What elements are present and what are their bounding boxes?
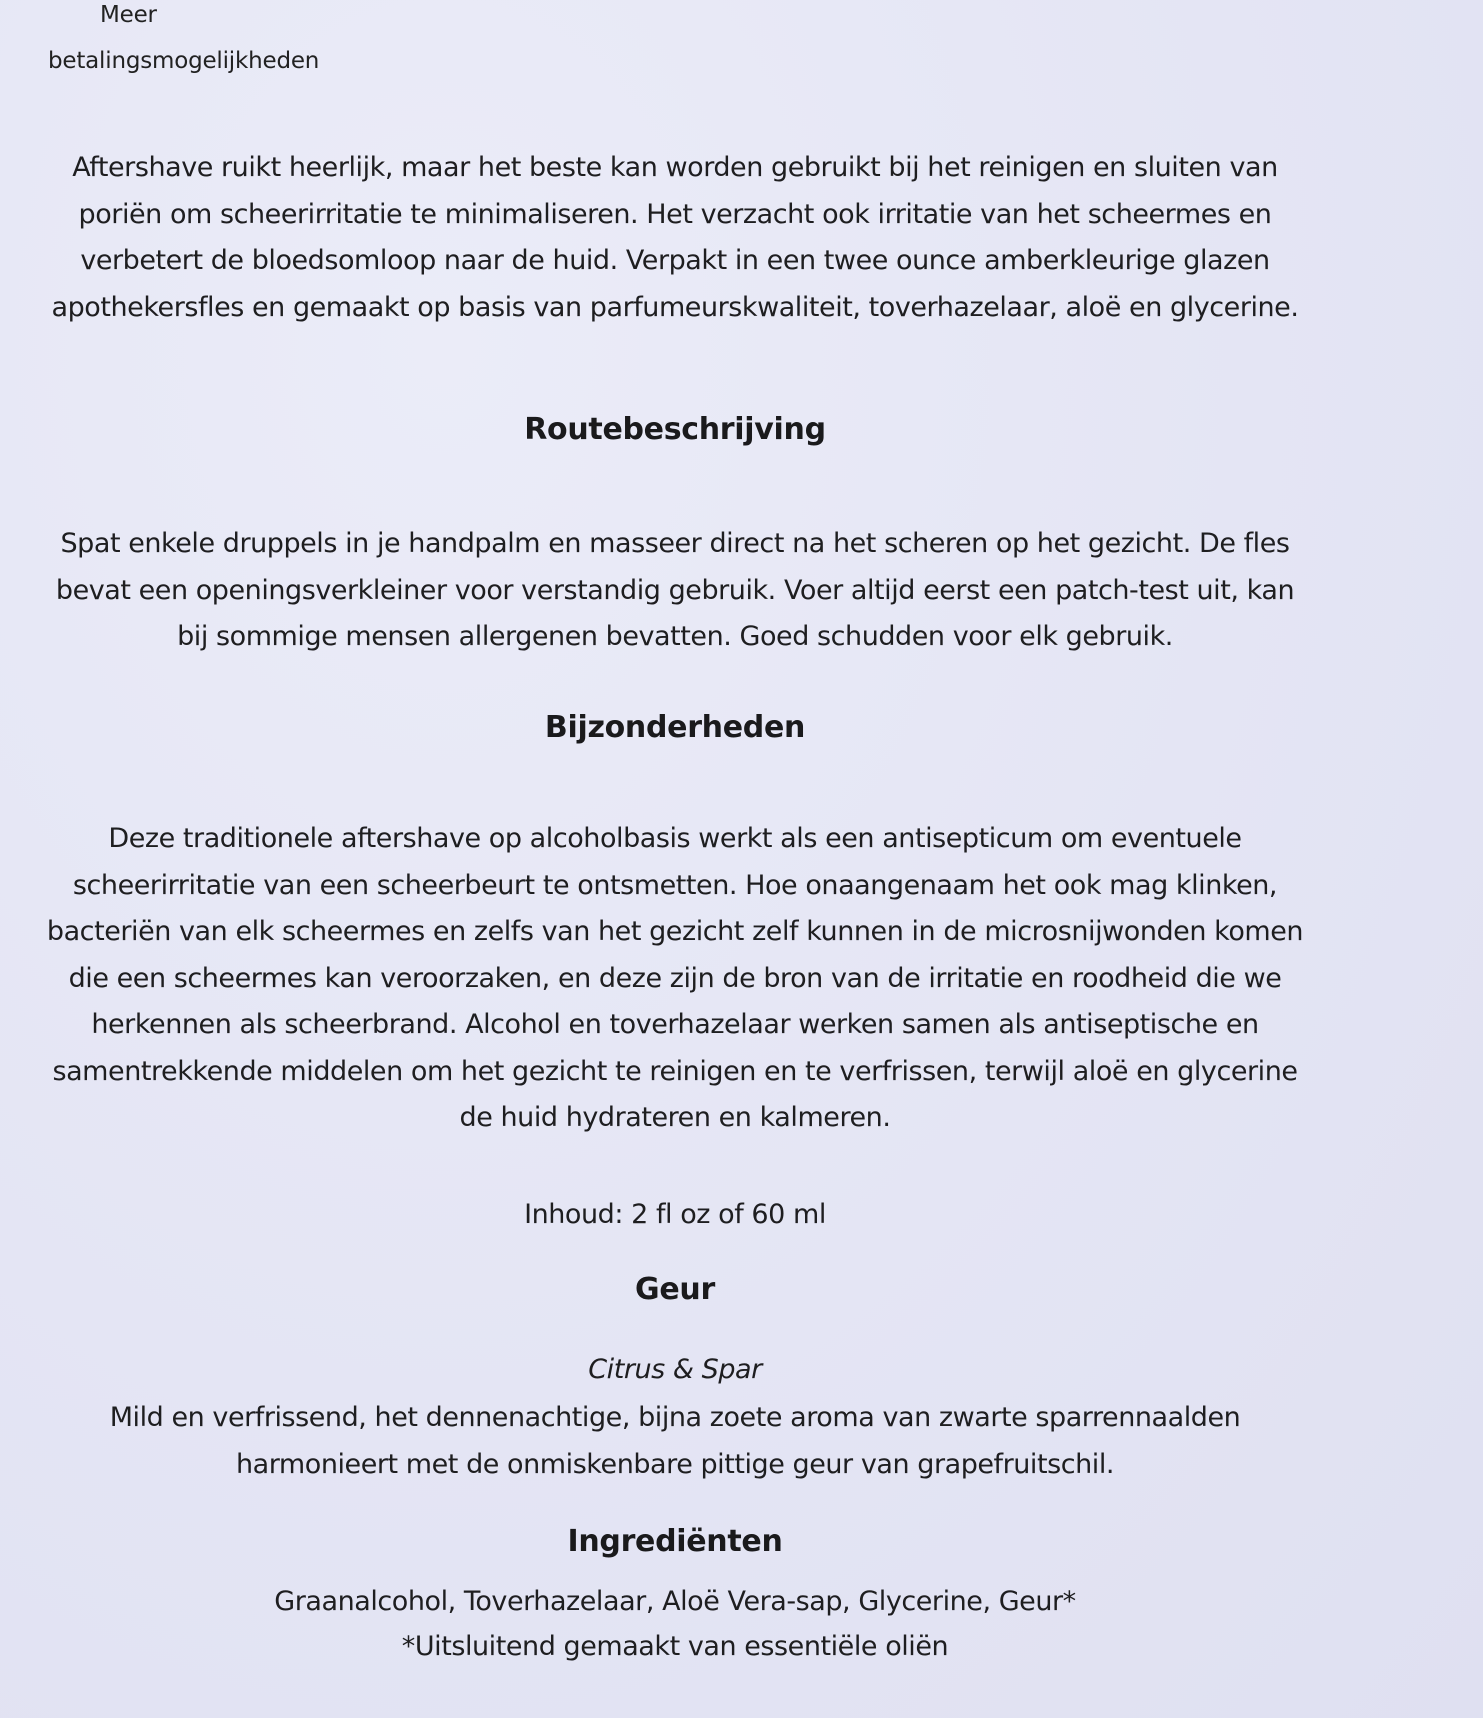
ingredients-list: Graanalcohol, Toverhazelaar, Aloë Vera-sap, Glycerine, Geur* — [274, 1586, 1076, 1617]
scent-heading: Geur — [635, 1272, 715, 1307]
directions-heading: Routebeschrijving — [524, 412, 826, 447]
scent-description: Mild en verfrissend, het dennenachtige, bijna zoete aroma van zwarte sparrennaalden harmonieert met de onmiskenbare pittige geur van grapefruitschil. — [109, 1402, 1241, 1480]
product-description: Aftershave ruikt heerlijk, maar het beste kan worden gebruikt bij het reinigen en sluiten van poriën om scheerirritatie te minimaliseren. Het verzacht ook irritatie van het scheermes en verbetert de bloedsomloop naar de huid. Verpakt in een twee ounce amberkleurige glazen apothekersfles en gemaakt op basis van parfumeurskwaliteit, toverhazelaar, aloë en glycerine. — [51, 152, 1299, 323]
more-payment-options-link-cont[interactable]: betalingsmogelijkheden — [48, 48, 320, 74]
scent-name: Citrus & Spar — [588, 1354, 762, 1385]
details-heading: Bijzonderheden — [544, 710, 806, 745]
ingredients-note: *Uitsluitend gemaakt van essentiële oliën — [401, 1631, 949, 1662]
contents-volume: Inhoud: 2 fl oz of 60 ml — [524, 1199, 826, 1230]
more-payment-options-link[interactable]: Meer — [100, 2, 157, 28]
details-text: Deze traditionele aftershave op alcoholbasis werkt als een antisepticum om eventuele scheerirritatie van een scheerbeurt te ontsmetten. Hoe onaangenaam het ook mag klinken, bacteriën van elk scheermes en zelfs van het gezicht zelf kunnen in de microsnijwonden komen die een scheermes kan veroorzaken, en deze zijn de bron van de irritatie en roodheid die we herkennen als scheerbrand. Alcohol en toverhazelaar werken samen als antiseptische en samentrekkende middelen om het gezicht te reinigen en te verfrissen, terwijl aloë en glycerine de huid hydrateren en kalmeren. — [46, 823, 1304, 1133]
directions-text: Spat enkele druppels in je handpalm en masseer direct na het scheren op het gezicht. De fles bevat een openingsverkleiner voor verstandig gebruik. Voer altijd eerst een patch-test uit, kan bij sommige mensen allergenen bevatten. Goed schudden voor elk gebruik. — [55, 528, 1295, 652]
ingredients-heading: Ingrediënten — [567, 1524, 783, 1559]
